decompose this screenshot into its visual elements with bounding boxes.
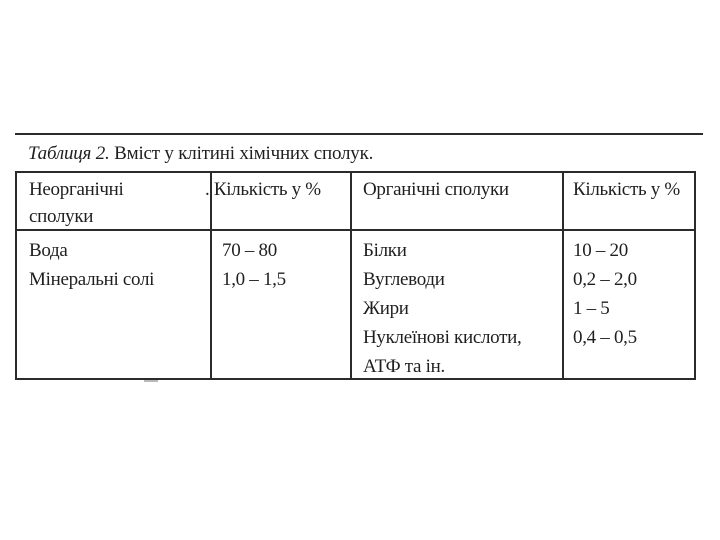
inorganic-amount: 70 – 80 (222, 240, 277, 261)
organic-amount: 0,2 – 2,0 (573, 269, 637, 290)
header-inorganic-line1: Неорганічні (29, 179, 124, 200)
organic-name: Білки (363, 240, 407, 261)
column-divider (562, 173, 564, 378)
organic-names (363, 236, 521, 381)
table-caption (28, 143, 373, 165)
header-inorganic-line2: сполуки (29, 206, 94, 227)
caption-text: Вміст у клітині хімічних сполук. (114, 143, 374, 164)
organic-amount: 1 – 5 (573, 298, 610, 319)
inorganic-amounts (222, 236, 286, 294)
header-inorganic (29, 176, 124, 230)
organic-name: АТФ та ін. (363, 356, 445, 377)
organic-name: Жири (363, 298, 409, 319)
compounds-table (15, 171, 696, 380)
column-divider (210, 173, 212, 378)
column-divider (350, 173, 352, 378)
header-organic: Органічні сполуки (363, 179, 509, 200)
organic-name: Нуклеїнові кислоти, (363, 327, 522, 348)
organic-name: Вуглеводи (363, 269, 445, 290)
inorganic-names (29, 236, 154, 294)
organic-amount: 10 – 20 (573, 240, 628, 261)
header-inorganic-amount: . Кількість у % (205, 179, 321, 200)
inorganic-name: Мінеральні солі (29, 269, 155, 290)
inorganic-name: Вода (29, 240, 68, 261)
header-organic-amount: Кількість у % (573, 179, 680, 200)
caption-label: Таблиця 2. (28, 143, 110, 164)
organic-amount: 0,4 – 0,5 (573, 327, 637, 348)
organic-amounts (573, 236, 637, 352)
top-rule (15, 133, 703, 135)
inorganic-amount: 1,0 – 1,5 (222, 269, 286, 290)
scan-speck (144, 380, 158, 382)
